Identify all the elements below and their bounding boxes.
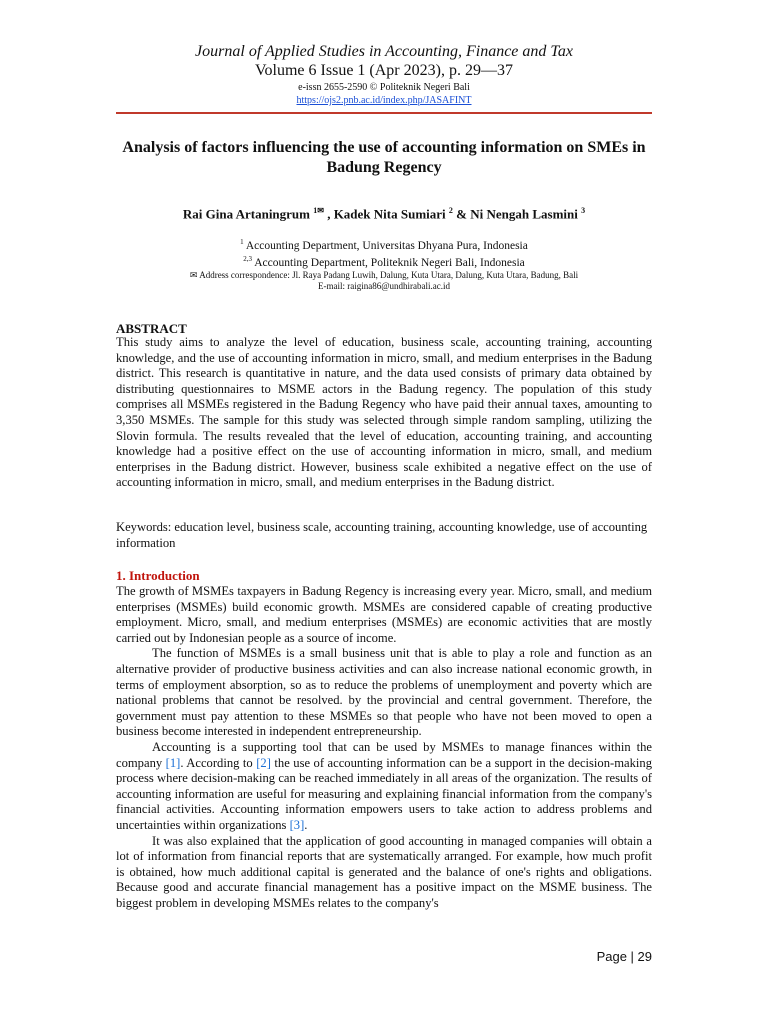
volume-info: Volume 6 Issue 1 (Apr 2023), p. 29—37 — [255, 62, 513, 79]
author-1: Rai Gina Artaningrum — [182, 206, 314, 222]
issn-line: e-issn 2655-2590 © Politeknik Negeri Bali — [298, 82, 470, 93]
author-2-sup: 2 — [448, 206, 453, 215]
journal-url-link[interactable]: https://ojs2.pnb.ac.id/index.php/JASAFINT — [296, 95, 472, 106]
author-1-sup: 1✉ — [313, 206, 324, 215]
author-list — [0, 206, 768, 222]
header-divider — [116, 112, 652, 114]
envelope-icon: ✉ — [189, 269, 198, 280]
affiliation-2: $^{2,3}$ Accounting Department, Politeknik Negeri Bali, Indonesia — [243, 254, 525, 269]
paper-title: Analysis of factors influencing the use of accounting information on SMEs in Badung Regency — [122, 139, 646, 176]
correspondence-email: E-mail: raigina86@undhirabali.ac.id — [318, 280, 450, 291]
author-2: , Kadek Nita Sumiari — [323, 206, 449, 222]
journal-header — [0, 42, 768, 107]
introduction-heading: 1. Introduction — [116, 568, 200, 583]
intro-paragraph-1: The growth of MSMEs taxpayers in Badung Regency is increasing every year. Micro, small, and medium enterprises (MSMEs) build economic growth. MSMEs are considered capable of creating productive employment. Micro, small, and medium enterprises (MSMEs) are economic activities that are mostly carried out by Indonesian people as a source of income. — [116, 584, 652, 645]
citation-3-link[interactable]: [3] — [289, 817, 305, 832]
citation-1-link[interactable]: [1] — [165, 755, 181, 770]
citation-2-link[interactable]: [2] — [256, 755, 271, 770]
affiliation-1: $^1$ Accounting Department, Universitas Dhyana Pura, Indonesia — [240, 238, 528, 252]
intro-paragraph-4: It was also explained that the application of good accounting in managed companies will obtain a lot of information from financial reports that are systematically arranged. For example, how much profit is obtained, how much additional capital is generated and the balance of one's rights and obligations. Because good and accurate financial management has a positive impact on the MSME business. The biggest problem in developing MSMEs relates to the company's — [116, 833, 652, 910]
correspondence-address: ✉ Address correspondence: Jl. Raya Padang Luwih, Dalung, Kuta Utara, Dalung, Kuta Utara, Badung, Bali — [189, 269, 579, 280]
author-3: & Ni Nengah Lasmini — [452, 206, 582, 222]
page-number: Page | 29 — [596, 949, 652, 964]
intro-paragraph-2: The function of MSMEs is a small business unit that is able to play a role and function as an alternative provider of productive business activities and can also increase national economic growth, in terms of employment absorption, so as to reduce the problems of unemployment and poverty which are national problems that cannot be resolved. by the provincial and central government. Therefore, the government must pay attention to these MSMEs so that people who have not been moved to open a business become interested in independent entrepreneurship. — [116, 646, 652, 739]
intro-paragraph-3: Accounting is a supporting tool that can be used by MSMEs to manage finances within the company [1]. According to [2] the use of accounting information can be a support in the decision-making process where decision-making can be reached immediately in all areas of the organization. The results of accounting information are useful for measuring and explaining financial information from the company's financial activities. Accounting information empowers users to take action to address problems and uncertainties within organizations [3]. — [116, 739, 652, 832]
affiliations — [0, 236, 768, 292]
abstract-heading: ABSTRACT — [116, 321, 187, 336]
keywords: Keywords: education level, business scale, accounting training, accounting knowledge, use of accounting information — [116, 520, 648, 550]
author-3-sup: 3 — [581, 206, 586, 215]
journal-name: Journal of Applied Studies in Accounting, Finance and Tax — [195, 43, 573, 60]
introduction-body — [116, 584, 652, 911]
abstract-text: This study aims to analyze the level of education, business scale, accounting training, accounting knowledge, and the use of accounting information in micro, small, and medium enterprises in the Badung district. This research is quantitative in nature, and the data used consists of primary data obtained by distributing questionnaires to MSME actors in the Badung regency. The population of this study comprises all MSMEs registered in the Badung Regency who have paid their annual taxes, amounting to 3,350 MSMEs. The sample for this study was selected through simple random sampling, utilizing the Slovin formula. The results revealed that the level of education, accounting training, and accounting knowledge had a positive effect on the use of accounting information in micro, small, and medium enterprises in the Badung district. However, business scale exhibited a negative effect on the use of accounting information in micro, small, and medium enterprises in the Badung district. — [116, 335, 652, 490]
